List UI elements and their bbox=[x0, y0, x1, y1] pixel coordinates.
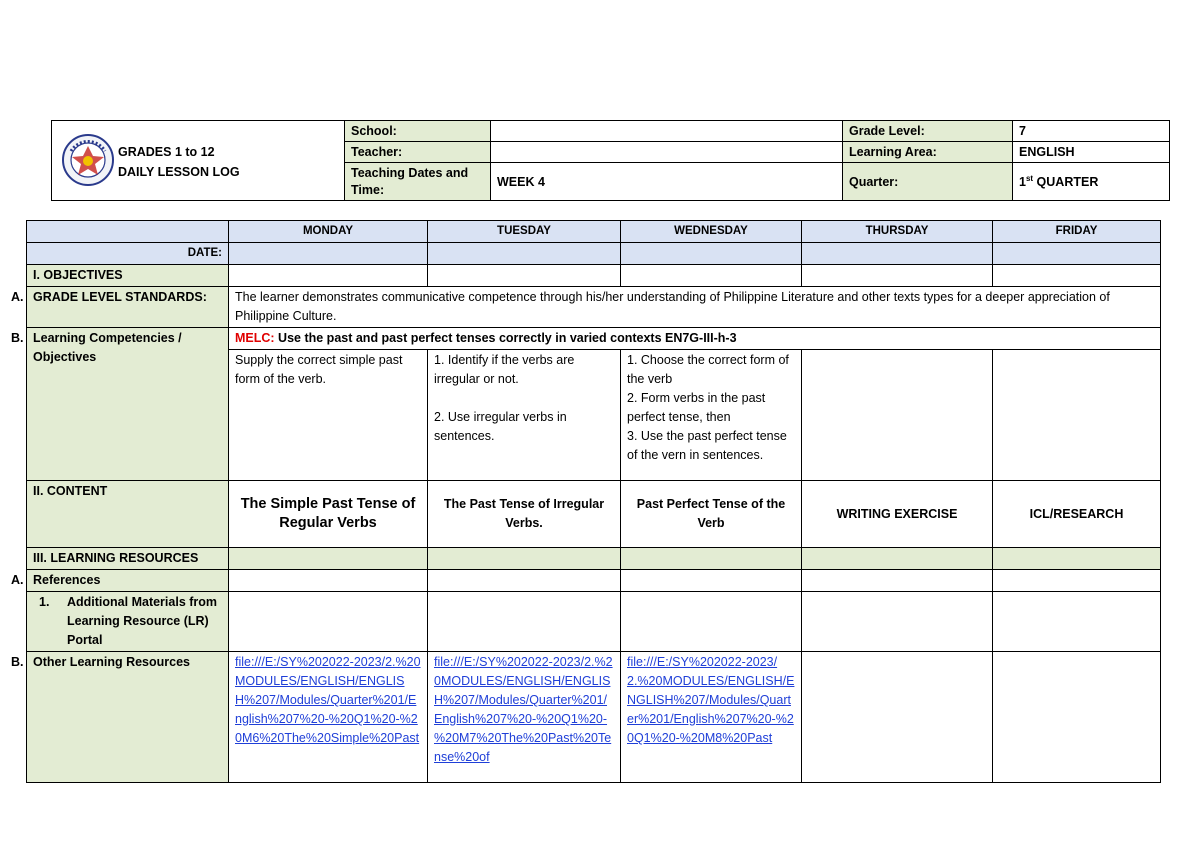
content-monday: The Simple Past Tense of Regular Verbs bbox=[229, 481, 428, 548]
other-resources-monday bbox=[229, 652, 428, 783]
teaching-dates-label: Teaching Dates and Time: bbox=[345, 163, 491, 201]
grade-level-standards-text: The learner demonstrates communicative competence through his/her understanding of Philippine Literature and other texts types for a deeper appreciation of Philippine Culture. bbox=[229, 287, 1161, 328]
content-row bbox=[27, 481, 1161, 548]
lr-blank-thu bbox=[802, 548, 993, 570]
objective-tue-2: 2. Use irregular verbs in sentences. bbox=[434, 410, 567, 443]
gls-text: GRADE LEVEL STANDARDS: bbox=[33, 290, 207, 304]
quarter-number: 1 bbox=[1019, 175, 1026, 190]
additional-materials-row bbox=[27, 592, 1161, 652]
comp-letter: B. bbox=[11, 331, 24, 345]
date-wednesday[interactable] bbox=[621, 243, 802, 265]
day-friday: FRIDAY bbox=[993, 221, 1161, 243]
date-monday[interactable] bbox=[229, 243, 428, 265]
learning-area-value[interactable]: ENGLISH bbox=[1013, 142, 1170, 163]
module-link-tuesday[interactable]: file:///E:/SY%202022-2023/2.%20MODULES/ENGLISH/ENGLISH%207/Modules/Quarter%201/English%207%20-%20Q1%20-%20M7%20The%20Past%20Tense%20of bbox=[434, 655, 613, 764]
teacher-label: Teacher: bbox=[345, 142, 491, 163]
olr-text: Other Learning Resources bbox=[33, 655, 190, 669]
objective-wed-3: 3. Use the past perfect tense of the vern in sentences. bbox=[627, 429, 787, 462]
grade-level-standards-row bbox=[27, 287, 1161, 328]
additional-materials-wednesday[interactable] bbox=[621, 592, 802, 652]
learning-resources-heading: III. LEARNING RESOURCES bbox=[27, 548, 229, 570]
lr-blank-tue bbox=[428, 548, 621, 570]
references-friday[interactable] bbox=[993, 570, 1161, 592]
module-link-monday[interactable]: file:///E:/SY%202022-2023/2.%20MODULES/ENGLISH/ENGLISH%207/Modules/Quarter%201/English%207%20-%20Q1%20-%20M6%20The%20Simple%20Past bbox=[235, 655, 421, 745]
other-resources-wednesday bbox=[621, 652, 802, 783]
other-resources-thursday[interactable] bbox=[802, 652, 993, 783]
content-friday: ICL/RESEARCH bbox=[993, 481, 1161, 548]
lr-blank-wed bbox=[621, 548, 802, 570]
objectives-blank-tue bbox=[428, 265, 621, 287]
grade-level-label: Grade Level: bbox=[843, 121, 1013, 142]
teacher-value[interactable] bbox=[491, 142, 843, 163]
day-wednesday: WEDNESDAY bbox=[621, 221, 802, 243]
references-tuesday[interactable] bbox=[428, 570, 621, 592]
comp-text: Learning Competencies / Objectives bbox=[33, 331, 182, 364]
references-thursday[interactable] bbox=[802, 570, 993, 592]
competencies-melc-row bbox=[27, 328, 1161, 350]
objectives-heading: I. OBJECTIVES bbox=[27, 265, 229, 287]
date-row bbox=[27, 243, 1161, 265]
additional-materials-thursday[interactable] bbox=[802, 592, 993, 652]
corner-cell bbox=[27, 221, 229, 243]
learning-area-label: Learning Area: bbox=[843, 142, 1013, 163]
header-logo-cell bbox=[52, 121, 345, 201]
quarter-suffix: st bbox=[1025, 173, 1034, 183]
objectives-friday[interactable] bbox=[993, 350, 1161, 481]
objectives-blank-mon bbox=[229, 265, 428, 287]
lesson-log-table bbox=[11, 220, 1161, 783]
melc-text bbox=[229, 328, 1161, 350]
objective-wed-1: 1. Choose the correct form of the verb bbox=[627, 353, 789, 386]
deped-seal-icon bbox=[62, 129, 114, 191]
references-wednesday[interactable] bbox=[621, 570, 802, 592]
am-text: Additional Materials from Learning Resource (LR) Portal bbox=[67, 595, 218, 647]
ref-text: References bbox=[33, 573, 101, 587]
content-wednesday: Past Perfect Tense of the Verb bbox=[621, 481, 802, 548]
additional-materials-monday[interactable] bbox=[229, 592, 428, 652]
objectives-blank-thu bbox=[802, 265, 993, 287]
ref-letter: A. bbox=[11, 573, 24, 587]
gls-letter: A. bbox=[11, 290, 24, 304]
quarter-value[interactable] bbox=[1013, 163, 1170, 201]
quarter-label: Quarter: bbox=[843, 163, 1013, 201]
objectives-wednesday bbox=[621, 350, 802, 481]
date-friday[interactable] bbox=[993, 243, 1161, 265]
lr-blank-mon bbox=[229, 548, 428, 570]
day-monday: MONDAY bbox=[229, 221, 428, 243]
learning-resources-row bbox=[27, 548, 1161, 570]
references-monday[interactable] bbox=[229, 570, 428, 592]
additional-materials-label bbox=[27, 592, 229, 652]
header-title-line2: DAILY LESSON LOG bbox=[118, 165, 240, 179]
school-label: School: bbox=[345, 121, 491, 142]
references-label bbox=[11, 570, 229, 592]
additional-materials-tuesday[interactable] bbox=[428, 592, 621, 652]
other-resources-label bbox=[11, 652, 229, 783]
am-num: 1. bbox=[39, 595, 50, 609]
melc-body: Use the past and past perfect tenses correctly in varied contexts EN7G-III-h-3 bbox=[274, 331, 737, 345]
content-heading: II. CONTENT bbox=[27, 481, 229, 548]
school-value[interactable] bbox=[491, 121, 843, 142]
teaching-dates-value[interactable]: WEEK 4 bbox=[491, 163, 843, 201]
competencies-label bbox=[11, 328, 229, 481]
objective-tue-1: 1. Identify if the verbs are irregular or not. bbox=[434, 353, 575, 386]
date-label: DATE: bbox=[27, 243, 229, 265]
day-thursday: THURSDAY bbox=[802, 221, 993, 243]
content-tuesday: The Past Tense of Irregular Verbs. bbox=[428, 481, 621, 548]
day-tuesday: TUESDAY bbox=[428, 221, 621, 243]
lr-blank-fri bbox=[993, 548, 1161, 570]
objectives-tuesday bbox=[428, 350, 621, 481]
olr-letter: B. bbox=[11, 655, 24, 669]
date-thursday[interactable] bbox=[802, 243, 993, 265]
other-resources-friday[interactable] bbox=[993, 652, 1161, 783]
header-table bbox=[51, 120, 1170, 201]
other-resources-tuesday bbox=[428, 652, 621, 783]
other-resources-row bbox=[27, 652, 1161, 783]
objectives-blank-wed bbox=[621, 265, 802, 287]
objectives-monday bbox=[229, 350, 428, 481]
header-title-line1: GRADES 1 to 12 bbox=[118, 145, 215, 159]
objective-mon-1: Supply the correct simple past form of the verb. bbox=[235, 353, 403, 386]
day-header-row bbox=[27, 221, 1161, 243]
grade-level-standards-label bbox=[11, 287, 229, 328]
content-thursday: WRITING EXERCISE bbox=[802, 481, 993, 548]
quarter-text: QUARTER bbox=[1033, 175, 1099, 190]
objective-wed-2: 2. Form verbs in the past perfect tense, then bbox=[627, 391, 766, 424]
references-row bbox=[27, 570, 1161, 592]
additional-materials-friday[interactable] bbox=[993, 592, 1161, 652]
objectives-blank-fri bbox=[993, 265, 1161, 287]
objectives-thursday[interactable] bbox=[802, 350, 993, 481]
objectives-row bbox=[27, 265, 1161, 287]
grade-level-value[interactable]: 7 bbox=[1013, 121, 1170, 142]
module-link-wednesday[interactable]: file:///E:/SY%202022-2023/2.%20MODULES/ENGLISH/ENGLISH%207/Modules/Quarter%201/English%207%20-%20Q1%20-%20M8%20Past bbox=[627, 655, 795, 745]
melc-tag: MELC: bbox=[235, 331, 275, 345]
date-tuesday[interactable] bbox=[428, 243, 621, 265]
